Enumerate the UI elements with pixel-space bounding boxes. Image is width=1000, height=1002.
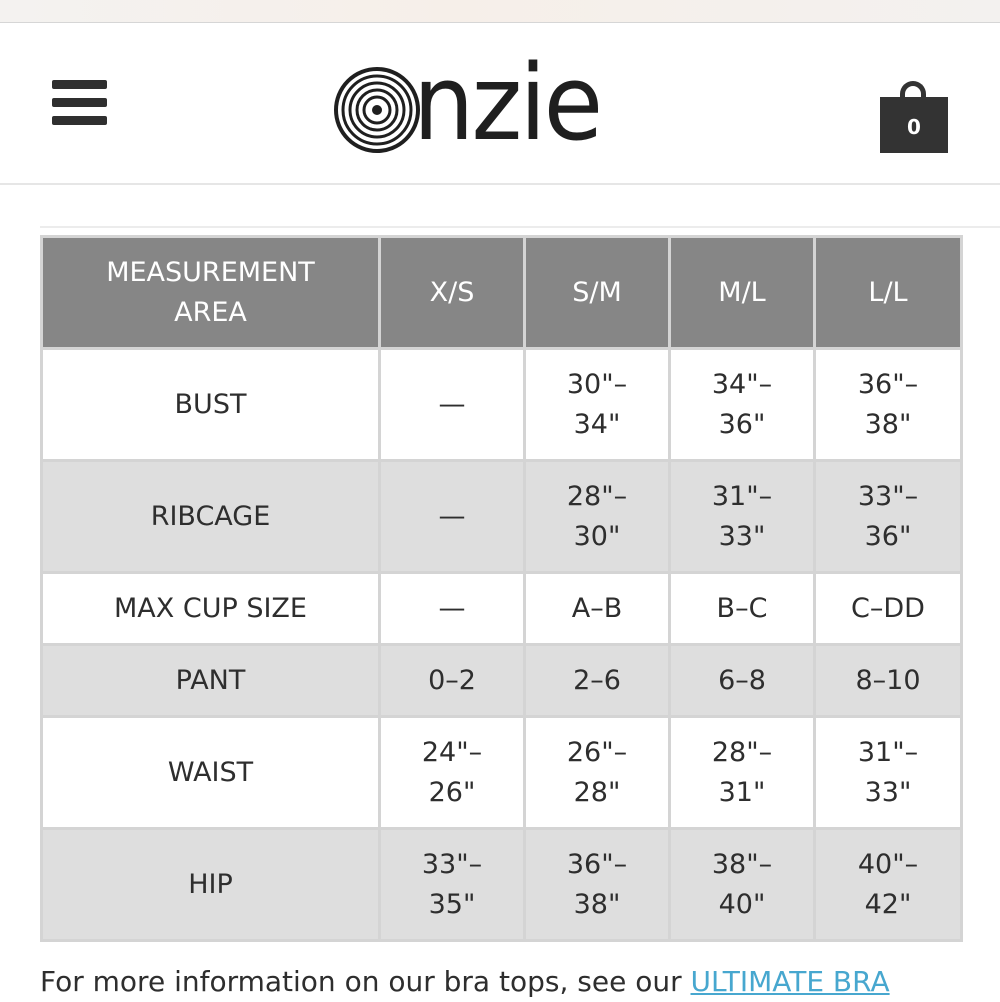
logo-wordmark: nzie (413, 42, 601, 164)
table-row-waist (42, 717, 962, 829)
table-header-row (42, 237, 962, 349)
footer-text: For more information on our bra tops, see our (40, 965, 691, 998)
shopping-bag-icon (880, 97, 948, 153)
table-cell: 0–2 (380, 645, 525, 717)
table-cell: 31"–33" (670, 461, 815, 573)
table-row-max-cup-size (42, 573, 962, 645)
table-row-hip (42, 829, 962, 941)
table-cell: — (380, 461, 525, 573)
table-cell: 33"–36" (815, 461, 962, 573)
table-cell: A–B (525, 573, 670, 645)
table-row-bust (42, 349, 962, 461)
top-strip (0, 0, 1000, 23)
table-cell: 36"–38" (525, 829, 670, 941)
menu-icon-bar (52, 98, 107, 107)
site-header (0, 23, 1000, 185)
table-cell: 2–6 (525, 645, 670, 717)
menu-button[interactable] (46, 75, 112, 129)
table-cell: 6–8 (670, 645, 815, 717)
column-header-xs: X/S (380, 237, 525, 349)
cart-button[interactable] (878, 75, 950, 155)
table-cell: B–C (670, 573, 815, 645)
cart-count: 0 (907, 115, 921, 139)
menu-icon-bar (52, 116, 107, 125)
divider (40, 226, 1000, 228)
table-cell: 33"–35" (380, 829, 525, 941)
table-cell: 31"–33" (815, 717, 962, 829)
table-cell: — (380, 349, 525, 461)
table-cell: 28"–31" (670, 717, 815, 829)
table-cell: 36"–38" (815, 349, 962, 461)
table-cell: 26"–28" (525, 717, 670, 829)
table-cell: 28"–30" (525, 461, 670, 573)
table-cell: — (380, 573, 525, 645)
table-cell: 38"–40" (670, 829, 815, 941)
table-cell: C–DD (815, 573, 962, 645)
table-cell: 40"–42" (815, 829, 962, 941)
column-header-ll: L/L (815, 237, 962, 349)
row-label: MAX CUP SIZE (42, 573, 380, 645)
column-header-ml: M/L (670, 237, 815, 349)
row-label: PANT (42, 645, 380, 717)
footer-note (40, 962, 1000, 1002)
row-label: RIBCAGE (42, 461, 380, 573)
ultimate-bra-link[interactable]: ULTIMATE BRA (690, 965, 890, 998)
size-chart-table (40, 235, 963, 942)
concentric-circles-logo-icon (332, 65, 422, 155)
row-label: BUST (42, 349, 380, 461)
table-cell: 24"–26" (380, 717, 525, 829)
row-label: HIP (42, 829, 380, 941)
menu-icon-bar (52, 80, 107, 89)
table-row-pant (42, 645, 962, 717)
column-header-measurement-area (42, 237, 380, 349)
table-row-ribcage (42, 461, 962, 573)
table-cell: 8–10 (815, 645, 962, 717)
column-header-sm: S/M (525, 237, 670, 349)
row-label: WAIST (42, 717, 380, 829)
header-label: MEASUREMENT AREA (106, 256, 315, 328)
brand-logo[interactable] (330, 42, 670, 164)
table-cell: 30"–34" (525, 349, 670, 461)
table-cell: 34"–36" (670, 349, 815, 461)
